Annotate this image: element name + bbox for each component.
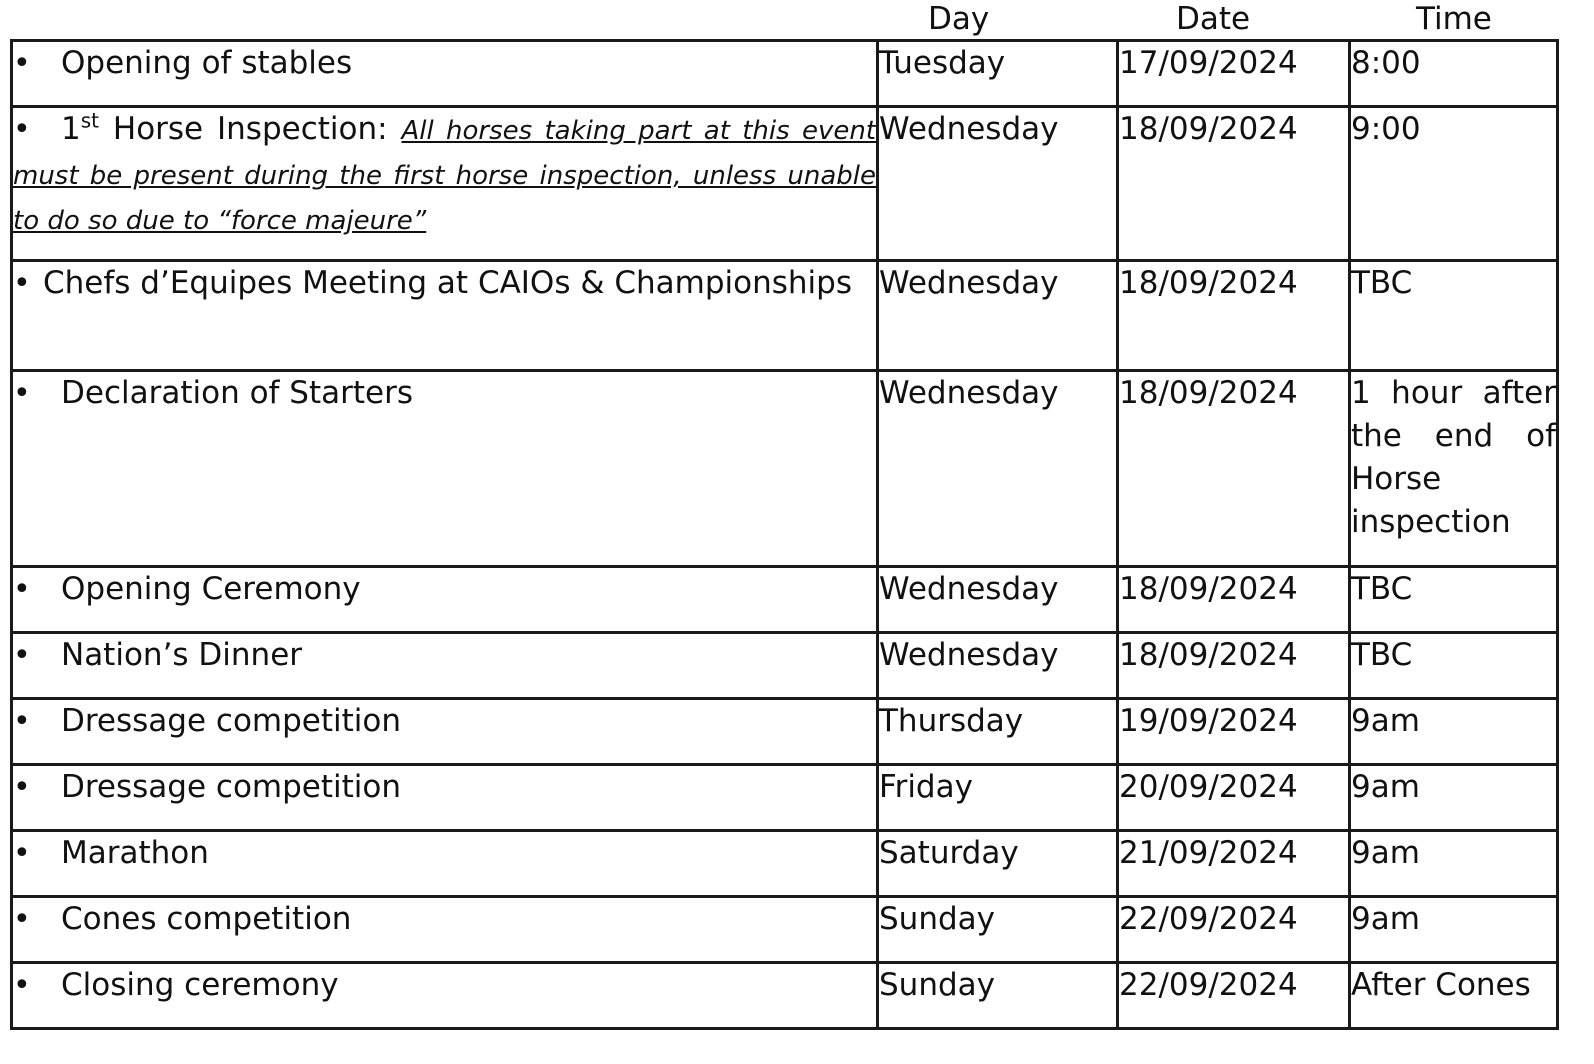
time-cell: 9am: [1350, 699, 1558, 765]
bullet-icon: •: [13, 902, 31, 937]
date-cell: 22/09/2024: [1118, 897, 1350, 963]
event-note: All horses taking part at this event must be present during the first horse inspection, unless unable to do so due to “force majeure”: [13, 116, 876, 236]
table-row: [12, 41, 1558, 107]
table-row: [12, 831, 1558, 897]
table-row: [12, 107, 1558, 261]
table-row: [12, 261, 1558, 371]
event-cell: [12, 261, 878, 371]
event-cell: [12, 963, 878, 1029]
event-label: Nation’s Dinner: [61, 637, 303, 673]
table-row: [12, 567, 1558, 633]
day-cell: Thursday: [878, 699, 1118, 765]
date-cell: 18/09/2024: [1118, 567, 1350, 633]
day-cell: Friday: [878, 765, 1118, 831]
table-row: [12, 633, 1558, 699]
event-label: Chefs d’Equipes Meeting at CAIOs & Championships: [43, 265, 852, 301]
event-label: Marathon: [61, 835, 209, 871]
bullet-icon: •: [13, 638, 31, 673]
day-cell: Wednesday: [878, 371, 1118, 567]
date-cell: 17/09/2024: [1118, 41, 1350, 107]
event-cell: [12, 567, 878, 633]
bullet-icon: •: [13, 46, 31, 81]
time-cell: 8:00: [1350, 41, 1558, 107]
table-row: [12, 699, 1558, 765]
time-cell: TBC: [1350, 261, 1558, 371]
event-prefix: 1: [61, 111, 81, 147]
day-cell: Sunday: [878, 963, 1118, 1029]
time-cell: TBC: [1350, 567, 1558, 633]
event-superscript: st: [80, 108, 99, 133]
bullet-icon: •: [13, 112, 31, 147]
time-cell: 9am: [1350, 831, 1558, 897]
date-cell: 19/09/2024: [1118, 699, 1350, 765]
event-cell: [12, 699, 878, 765]
event-cell: [12, 765, 878, 831]
time-cell: After Cones: [1350, 963, 1558, 1029]
day-cell: Wednesday: [878, 261, 1118, 371]
table-row: [12, 963, 1558, 1029]
table-row: [12, 765, 1558, 831]
schedule-table: [10, 39, 1559, 1030]
date-cell: 20/09/2024: [1118, 765, 1350, 831]
event-cell: [12, 633, 878, 699]
time-cell: TBC: [1350, 633, 1558, 699]
event-label: Dressage competition: [61, 769, 402, 805]
day-cell: Wednesday: [878, 633, 1118, 699]
date-cell: 21/09/2024: [1118, 831, 1350, 897]
bullet-icon: •: [13, 968, 31, 1003]
time-cell: 9am: [1350, 765, 1558, 831]
table-row: [12, 897, 1558, 963]
day-cell: Wednesday: [878, 567, 1118, 633]
bullet-icon: •: [13, 572, 31, 607]
event-label: Dressage competition: [61, 703, 402, 739]
event-label: Cones competition: [61, 901, 352, 937]
date-cell: 18/09/2024: [1118, 107, 1350, 261]
event-label: Declaration of Starters: [61, 375, 414, 411]
date-cell: 18/09/2024: [1118, 371, 1350, 567]
event-label: Horse Inspection:: [99, 111, 388, 147]
header-day: Day: [928, 1, 990, 37]
time-cell: 9:00: [1350, 107, 1558, 261]
date-cell: 18/09/2024: [1118, 633, 1350, 699]
event-cell: [12, 107, 878, 261]
event-cell: [12, 41, 878, 107]
header-time: Time: [1416, 1, 1492, 37]
day-cell: Sunday: [878, 897, 1118, 963]
day-cell: Saturday: [878, 831, 1118, 897]
event-cell: [12, 371, 878, 567]
event-cell: [12, 831, 878, 897]
time-cell: 1 hour after the end of Horse inspection: [1350, 371, 1558, 567]
date-cell: 18/09/2024: [1118, 261, 1350, 371]
event-cell: [12, 897, 878, 963]
header-date: Date: [1176, 1, 1251, 37]
day-cell: Wednesday: [878, 107, 1118, 261]
day-cell: Tuesday: [878, 41, 1118, 107]
event-label: Opening Ceremony: [61, 571, 361, 607]
date-cell: 22/09/2024: [1118, 963, 1350, 1029]
bullet-icon: •: [13, 704, 31, 739]
bullet-icon: •: [13, 836, 31, 871]
bullet-icon: •: [13, 376, 31, 411]
table-row: [12, 371, 1558, 567]
bullet-icon: •: [13, 770, 31, 805]
event-label: Opening of stables: [61, 45, 353, 81]
time-cell: 9am: [1350, 897, 1558, 963]
event-label: Closing ceremony: [61, 967, 339, 1003]
bullet-icon: •: [13, 266, 31, 301]
